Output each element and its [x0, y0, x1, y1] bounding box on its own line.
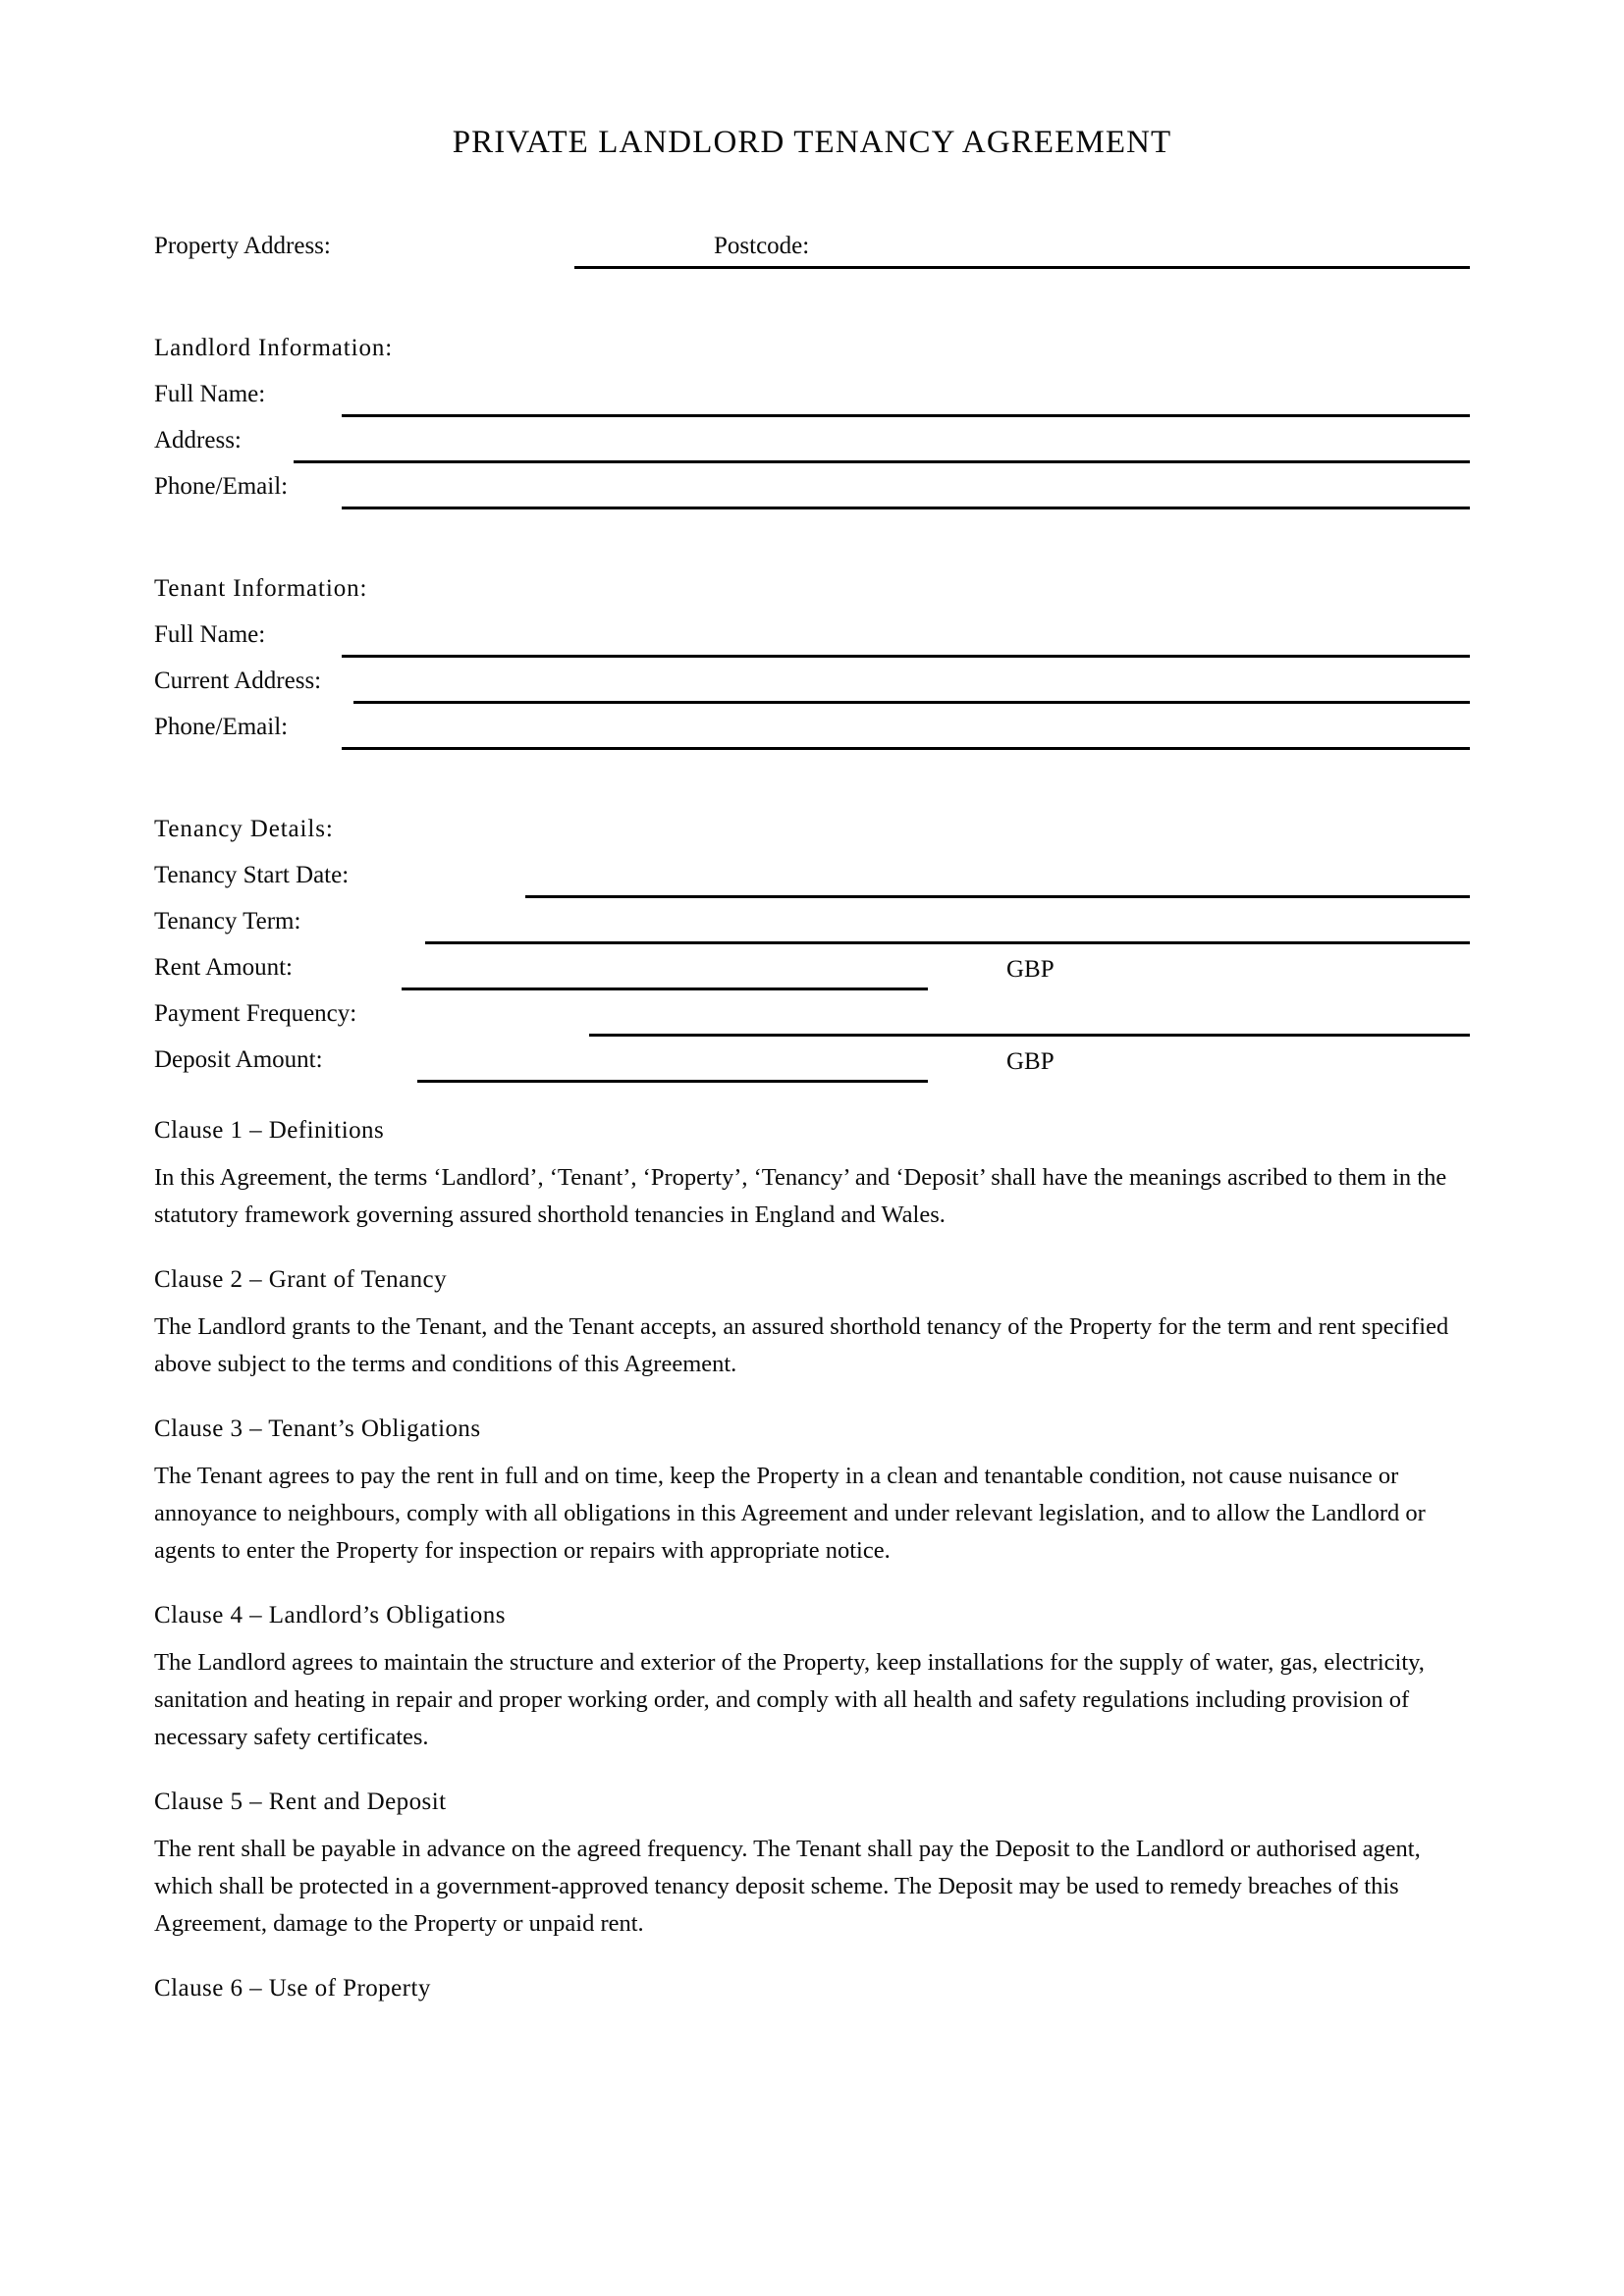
- landlord-full-name-input-rule[interactable]: [342, 414, 1470, 417]
- clause-1: [154, 1115, 1478, 1234]
- tenant-section-heading-row: [154, 574, 1470, 620]
- clause-4-heading: Clause 4 – Landlord’s Obligations: [154, 1602, 506, 1629]
- field-row-deposit-amount: [154, 1045, 1470, 1092]
- clause-5-body: The rent shall be payable in advance on the agreed frequency. The Tenant shall pay the Deposit to the Landlord or authorised agent, which shall be protected in a government-approved tenancy deposit scheme. The Deposit may be used to remedy breaches of this Agreement, damage to the Property or unpaid rent.: [154, 1836, 1421, 1937]
- tenancy-section-heading-row: [154, 815, 1470, 861]
- clauses-section: [154, 1115, 1478, 2017]
- clause-4: [154, 1600, 1478, 1756]
- deposit-amount-input-rule[interactable]: [417, 1080, 928, 1083]
- landlord-information-label: Landlord Information:: [154, 335, 394, 361]
- property-address-input-rule[interactable]: [574, 266, 1470, 269]
- spacer: [154, 518, 1470, 574]
- clause-2-heading: Clause 2 – Grant of Tenancy: [154, 1266, 448, 1293]
- field-row-rent-amount: [154, 953, 1470, 999]
- clause-3: [154, 1414, 1478, 1570]
- field-row-landlord-full-name: [154, 380, 1470, 426]
- spacer: [154, 759, 1470, 815]
- clause-1-heading: Clause 1 – Definitions: [154, 1117, 385, 1144]
- field-row-tenant-current-address: [154, 667, 1470, 713]
- clause-3-heading: Clause 3 – Tenant’s Obligations: [154, 1415, 481, 1442]
- tenant-current-address-label: Current Address:: [154, 667, 322, 694]
- payment-frequency-label: Payment Frequency:: [154, 1000, 357, 1027]
- property-address-label: Property Address:: [154, 233, 331, 259]
- clause-4-body: The Landlord agrees to maintain the structure and exterior of the Property, keep installations for the supply of water, gas, electricity, sanitation and heating in repair and proper working order, and comply with all health and safety regulations including provision of necessary safety certificates.: [154, 1649, 1425, 1750]
- clause-5: [154, 1787, 1478, 1943]
- clause-6: [154, 1973, 1478, 2004]
- landlord-address-input-rule[interactable]: [294, 460, 1470, 463]
- landlord-section-heading-row: [154, 334, 1470, 380]
- deposit-currency-label: GBP: [1006, 1048, 1055, 1075]
- field-row-tenancy-term: [154, 907, 1470, 953]
- clause-3-body: The Tenant agrees to pay the rent in full and on time, keep the Property in a clean and tenantable condition, not cause nuisance or annoyance to neighbours, comply with all obligations in this Agreement and under relevant legislation, and to allow the Landlord or agents to enter the Property for inspection or repairs with appropriate notice.: [154, 1463, 1426, 1564]
- field-row-landlord-address: [154, 426, 1470, 472]
- rent-amount-input-rule[interactable]: [402, 988, 928, 990]
- landlord-full-name-label: Full Name:: [154, 381, 266, 407]
- tenant-full-name-input-rule[interactable]: [342, 655, 1470, 658]
- tenant-current-address-input-rule[interactable]: [353, 701, 1470, 704]
- page-title: PRIVATE LANDLORD TENANCY AGREEMENT: [452, 125, 1172, 160]
- tenant-full-name-label: Full Name:: [154, 621, 266, 648]
- tenancy-term-input-rule[interactable]: [425, 941, 1470, 944]
- clause-1-body: In this Agreement, the terms ‘Landlord’, ‘Tenant’, ‘Property’, ‘Tenancy’ and ‘Deposit’ shall have the meanings ascribed to them in the statutory framework governing assured shorthold tenancies in England and Wales.: [154, 1164, 1447, 1228]
- landlord-address-label: Address:: [154, 427, 242, 454]
- tenant-phone-email-input-rule[interactable]: [342, 747, 1470, 750]
- field-row-tenancy-start-date: [154, 861, 1470, 907]
- postcode-label: Postcode:: [714, 233, 810, 259]
- clause-2: [154, 1264, 1478, 1383]
- spacer: [154, 278, 1470, 334]
- deposit-amount-label: Deposit Amount:: [154, 1046, 323, 1073]
- landlord-phone-email-input-rule[interactable]: [342, 507, 1470, 509]
- tenant-phone-email-label: Phone/Email:: [154, 714, 289, 740]
- payment-frequency-input-rule[interactable]: [589, 1034, 1470, 1037]
- rent-amount-label: Rent Amount:: [154, 954, 293, 981]
- form-fields-area: [154, 232, 1470, 1092]
- clause-2-body: The Landlord grants to the Tenant, and the Tenant accepts, an assured shorthold tenancy of the Property for the term and rent specified above subject to the terms and conditions of this Agreement.: [154, 1313, 1449, 1377]
- tenancy-start-date-input-rule[interactable]: [525, 895, 1470, 898]
- rent-currency-label: GBP: [1006, 956, 1055, 983]
- field-row-landlord-phone-email: [154, 472, 1470, 518]
- clause-5-heading: Clause 5 – Rent and Deposit: [154, 1789, 447, 1815]
- field-row-property-address: [154, 232, 1470, 278]
- field-row-tenant-phone-email: [154, 713, 1470, 759]
- tenancy-start-date-label: Tenancy Start Date:: [154, 862, 350, 888]
- tenant-information-label: Tenant Information:: [154, 575, 368, 602]
- field-row-payment-frequency: [154, 999, 1470, 1045]
- clause-6-heading: Clause 6 – Use of Property: [154, 1975, 431, 2002]
- field-row-tenant-full-name: [154, 620, 1470, 667]
- tenancy-term-label: Tenancy Term:: [154, 908, 301, 934]
- landlord-phone-email-label: Phone/Email:: [154, 473, 289, 500]
- tenancy-details-label: Tenancy Details:: [154, 816, 334, 842]
